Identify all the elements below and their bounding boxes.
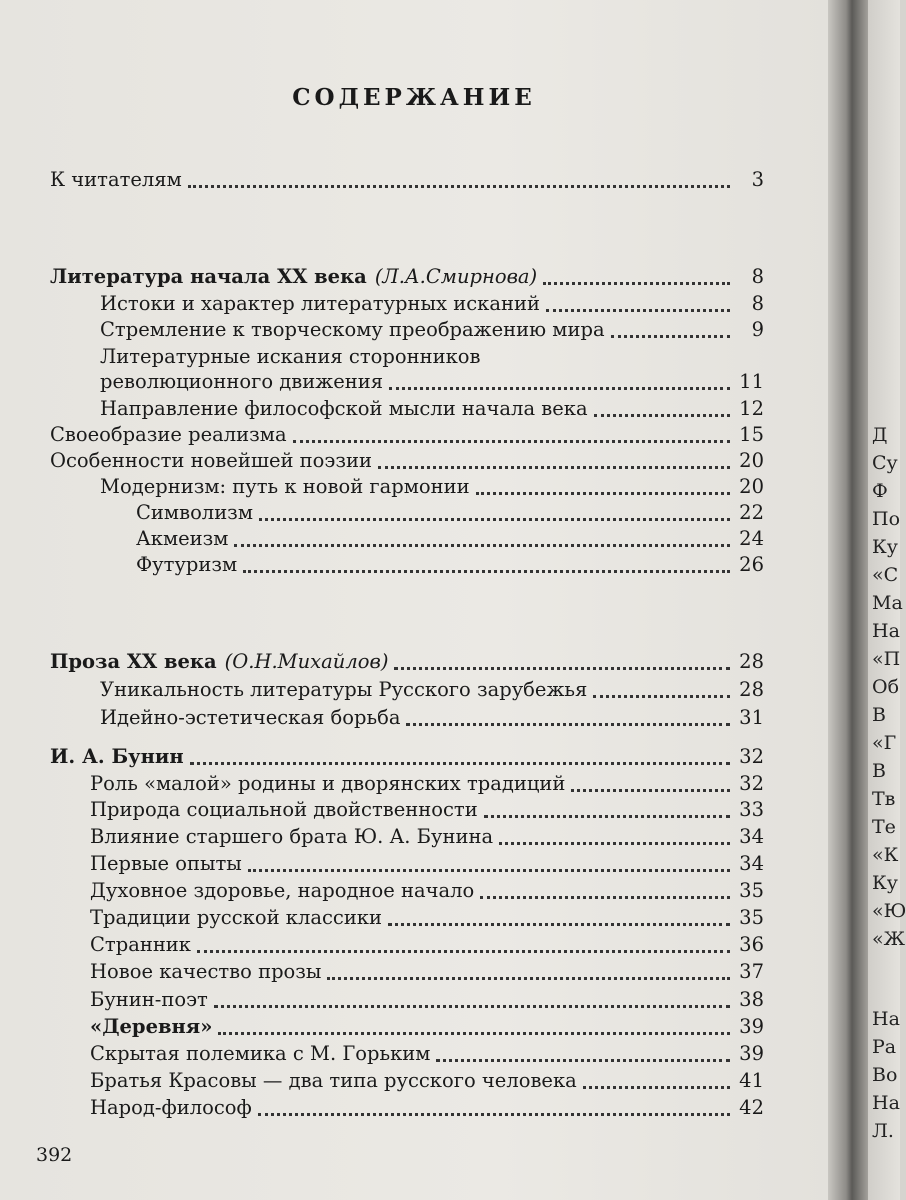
toc-entry-label: Особенности новейшей поэзии (50, 449, 372, 472)
right-page-fragment: По (872, 508, 901, 530)
right-page-fragment: Ф (872, 480, 888, 502)
toc-entry-page: 31 (739, 706, 764, 729)
leader-dots (499, 842, 730, 845)
toc-entry-label: Стремление к творческому преображению мира (100, 318, 605, 341)
toc-entry (50, 745, 764, 769)
toc-entry (90, 1042, 764, 1066)
right-page-fragment: Ку (872, 872, 898, 894)
toc-entry-page: 34 (739, 852, 764, 875)
right-page-fragment: «П (872, 648, 901, 670)
toc-entry (90, 852, 764, 876)
leader-dots (259, 518, 730, 521)
toc-entry-author: (Л.А.Смирнова) (374, 265, 538, 288)
toc-entry-author: (О.Н.Михайлов) (224, 650, 389, 673)
toc-entry-page: 15 (739, 423, 764, 446)
leader-dots (258, 1113, 730, 1116)
toc-entry (90, 825, 764, 849)
toc-entry-page: 12 (739, 397, 764, 420)
toc-entry (90, 906, 764, 930)
book-gutter (828, 0, 868, 1200)
right-page-fragment: Об (872, 676, 900, 698)
toc-entry (90, 879, 764, 903)
toc-entry-label: Литература начала XX века (50, 265, 367, 288)
toc-entry-label: Модернизм: путь к новой гармонии (100, 475, 470, 498)
toc-entry-label: Символизм (136, 501, 253, 524)
toc-entry-page: 39 (739, 1015, 764, 1038)
toc-entry-page: 42 (739, 1096, 764, 1119)
toc-entry (90, 1096, 764, 1120)
toc-entry-page: 22 (739, 501, 764, 524)
right-page-fragment: «Ю (872, 900, 906, 922)
toc-entry (50, 265, 764, 289)
toc-entry-label: Акмеизм (136, 527, 229, 550)
toc-entry-page: 36 (739, 933, 764, 956)
toc-entry-label: Традиции русской классики (90, 906, 382, 929)
toc-entry-page: 37 (739, 960, 764, 983)
toc-entry-label: Новое качество прозы (90, 960, 322, 983)
leader-dots (593, 695, 730, 698)
toc-entry-page: 3 (751, 168, 764, 191)
toc-entry-page: 24 (739, 527, 764, 550)
leader-dots (327, 977, 730, 980)
right-page-fragment: На (872, 620, 900, 642)
leader-dots (388, 923, 730, 926)
toc-entry-label: Скрытая полемика с М. Горьким (90, 1042, 431, 1065)
toc-entry (100, 318, 764, 342)
toc-entry (100, 292, 764, 316)
toc-entry-label: Влияние старшего брата Ю. А. Бунина (90, 825, 494, 848)
toc-entry-page: 34 (739, 825, 764, 848)
toc-entry (90, 933, 764, 957)
toc-entry-page: 20 (739, 449, 764, 472)
right-page-fragment: Д (872, 424, 888, 446)
toc-entry-label: революционного движения (100, 370, 384, 393)
toc-entry-page: 28 (739, 678, 764, 701)
right-page-fragment: В (872, 704, 886, 726)
toc-entry-page: 9 (751, 318, 764, 341)
toc-entry-label: Направление философской мысли начала века (100, 397, 588, 420)
leader-dots (234, 544, 730, 547)
toc-entry (136, 501, 764, 525)
leader-dots (484, 815, 730, 818)
toc-entry-label: Бунин-поэт (90, 988, 208, 1011)
page-title: СОДЕРЖАНИЕ (292, 84, 536, 111)
toc-entry-page: 33 (739, 798, 764, 821)
toc-entry-page: 39 (739, 1042, 764, 1065)
toc-entry (136, 553, 764, 577)
right-page-edge (868, 0, 906, 1200)
toc-entry-page: 35 (739, 879, 764, 902)
toc-entry-label: Литературные искания сторонников (100, 345, 481, 368)
toc-entry-label: Духовное здоровье, народное начало (90, 879, 475, 902)
toc-entry-label: Первые опыты (90, 852, 242, 875)
toc-entry (90, 1069, 764, 1093)
toc-entry-page: 41 (739, 1069, 764, 1092)
leader-dots (571, 789, 730, 792)
toc-entry-page: 8 (751, 265, 764, 288)
toc-entry (100, 370, 764, 394)
right-page-fragment: Тв (872, 788, 896, 810)
toc-entry (100, 397, 764, 421)
right-page-fragment: «Г (872, 732, 897, 754)
toc-entry-label: Роль «малой» родины и дворянских традиций (90, 772, 566, 795)
leader-dots (476, 492, 730, 495)
toc-entry (90, 798, 764, 822)
leader-dots (190, 762, 730, 765)
leader-dots (243, 570, 730, 573)
leader-dots (248, 869, 730, 872)
right-page-fragment: «С (872, 564, 899, 586)
right-page-fragment: В (872, 760, 886, 782)
leader-dots (594, 414, 730, 417)
toc-entry-page: 8 (751, 292, 764, 315)
toc-entry-label: Футуризм (136, 553, 238, 576)
leader-dots (546, 309, 730, 312)
toc-entry (100, 475, 764, 499)
toc-entry-label: К читателям (50, 168, 182, 191)
toc-entry (50, 423, 764, 447)
leader-dots (583, 1086, 730, 1089)
toc-entry-label: Странник (90, 933, 191, 956)
toc-entry-page: 32 (739, 745, 764, 768)
right-page-fragment: Ма (872, 592, 903, 614)
leader-dots (394, 667, 730, 670)
leader-dots (406, 723, 730, 726)
toc-entry-page: 26 (739, 553, 764, 576)
right-page-fragment: Те (872, 816, 896, 838)
leader-dots (214, 1005, 730, 1008)
right-page-fragment: Су (872, 452, 898, 474)
leader-dots (188, 185, 730, 188)
toc-entry-page: 20 (739, 475, 764, 498)
leader-dots (389, 387, 730, 390)
leader-dots (480, 896, 730, 899)
right-page-fragment: Во (872, 1064, 898, 1086)
toc-entry (100, 345, 764, 369)
right-page-fragment: Л. (872, 1120, 894, 1142)
toc-entry-page: 32 (739, 772, 764, 795)
right-page-fragment: На (872, 1092, 900, 1114)
toc-entry (50, 449, 764, 473)
toc-entry-page: 11 (739, 370, 764, 393)
leader-dots (197, 950, 730, 953)
toc-entry (90, 1015, 764, 1039)
toc-entry (136, 527, 764, 551)
toc-entry-label: Братья Красовы — два типа русского человека (90, 1069, 577, 1092)
toc-entry (90, 960, 764, 984)
toc-entry-label: Уникальность литературы Русского зарубежья (100, 678, 588, 701)
toc-entry-page: 38 (739, 988, 764, 1011)
toc-entry (90, 988, 764, 1012)
toc-entry (50, 168, 764, 192)
toc-entry-page: 28 (739, 650, 764, 673)
page-number: 392 (36, 1144, 73, 1166)
right-page-fragment: Ку (872, 536, 898, 558)
leader-dots (611, 335, 730, 338)
toc-entry (50, 650, 764, 674)
toc-entry-label: Идейно-эстетическая борьба (100, 706, 401, 729)
right-page-fragment: «К (872, 844, 899, 866)
toc-entry-label: Проза XX века (50, 650, 217, 673)
toc-entry (100, 678, 764, 702)
toc-entry-label: Истоки и характер литературных исканий (100, 292, 540, 315)
leader-dots (378, 466, 730, 469)
toc-entry-label: «Деревня» (90, 1015, 213, 1038)
right-page-fragment: Ра (872, 1036, 897, 1058)
toc-entry-label: И. А. Бунин (50, 745, 184, 768)
toc-entry-page: 35 (739, 906, 764, 929)
toc-entry-label: Народ-философ (90, 1096, 252, 1119)
right-page-fragment: На (872, 1008, 900, 1030)
right-page-fragment: «Ж (872, 928, 905, 950)
toc-entry (100, 706, 764, 730)
toc-entry-label: Природа социальной двойственности (90, 798, 478, 821)
leader-dots (218, 1032, 730, 1035)
leader-dots (436, 1059, 730, 1062)
leader-dots (543, 282, 730, 285)
toc-entry-label: Своеобразие реализма (50, 423, 287, 446)
toc-entry (90, 772, 764, 796)
leader-dots (293, 440, 730, 443)
